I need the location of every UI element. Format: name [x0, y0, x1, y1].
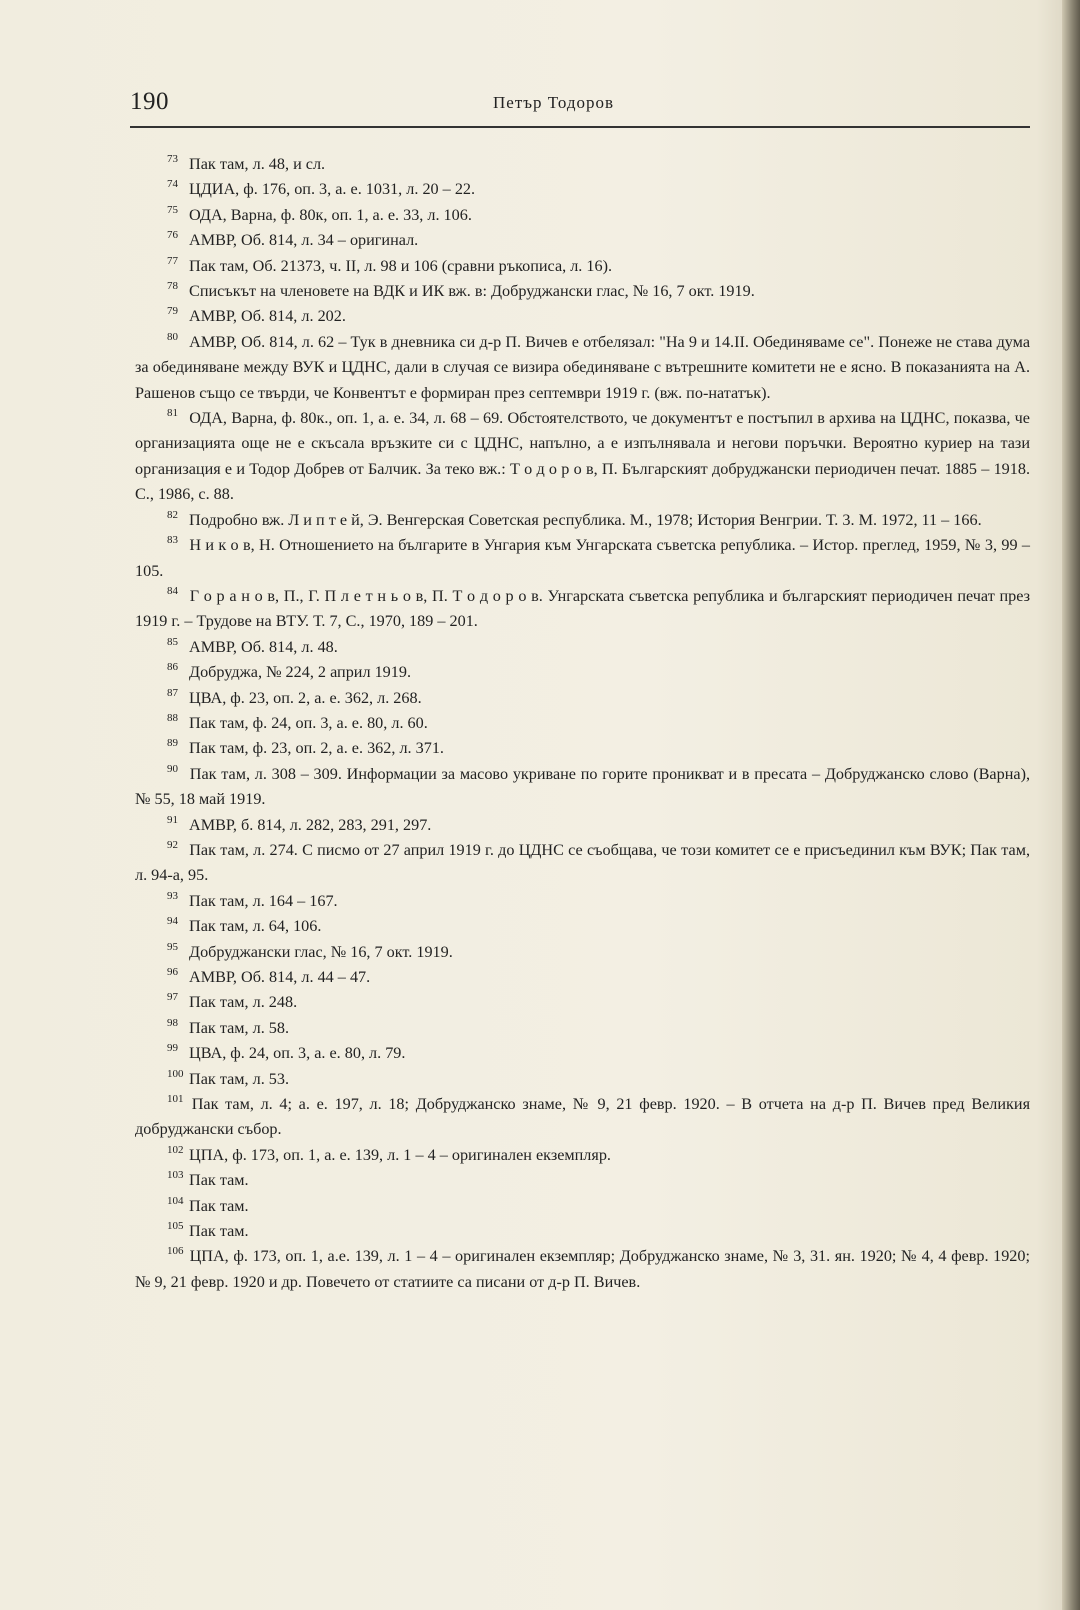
footnote: $^{101}$ Пак там, л. 4; а. е. 197, л. 18; Добруджанско знаме, № 9, 21 февр. 1920. – В отчета на д-р П. Вичев пред Великия добруджански събор.: [135, 1093, 1031, 1139]
footnote-text: Н и к о в, Н. Отношението на българите в Унгария към Унгарската съветска република. – Истор. преглед, 1959, № 3, 99 – 105.: [135, 536, 1031, 580]
footnote: $^{82}$ Подробно вж. Л и п т е й, Э. Венгерская Советская республика. М., 1978; История Венгрии. Т. 3. М. 1972, 11 – 166.: [167, 508, 982, 529]
footnote: $^{104}$ Пак там.: [167, 1194, 249, 1215]
footnote-text: Пак там.: [189, 1196, 249, 1215]
footnote: $^{97}$ Пак там, л. 248.: [167, 991, 298, 1012]
footnote-text: АМВР, Об. 814, л. 202.: [189, 307, 346, 326]
page-edge-shadow: [1062, 0, 1080, 1610]
footnote-text: Пак там, л. 308 – 309. Информации за масово укриване по горите проникват и в пресата – Добруджанско слово (Варна), № 55, 18 май 1919.: [135, 764, 1031, 809]
footnote-text: АМВР, б. 814, л. 282, 283, 291, 297.: [189, 815, 432, 834]
footnote-text: Списъкът на членовете на ВДК и ИК вж. в: Добруджански глас, № 16, 7 окт. 1919.: [189, 282, 755, 301]
footnote-text: ЦВА, ф. 23, оп. 2, а. е. 362, л. 268.: [189, 688, 422, 707]
footnote-text: ЦПА, ф. 173, оп. 1, а.е. 139, л. 1 – 4 – оригинален екземпляр; Добруджанско знаме, № 3, 31. ян. 1920; № 4, 4 февр. 1920; № 9, 21 февр. 1920 и др. Повечето от статиите са писани от д-р П. Вичев.: [135, 1247, 1030, 1291]
footnote: $^{99}$ ЦВА, ф. 24, оп. 3, а. е. 80, л. 79.: [167, 1042, 406, 1063]
footnote-text: Пак там, л. 274. С писмо от 27 април 1919 г. до ЦДНС се съобщава, че този комитет се е присъединил към ВУК; Пак там, л. 94-а, 95.: [135, 840, 1030, 885]
footnote-text: Пак там.: [189, 1171, 249, 1190]
footnote-text: Пак там, л. 48, и сл.: [189, 155, 326, 173]
footnote-text: Пак там, л. 53.: [189, 1069, 290, 1088]
footnote-text: Добруджа, № 224, 2 април 1919.: [189, 663, 412, 682]
footnote: $^{90}$ Пак там, л. 308 – 309. Информации за масово укриване по горите проникват и в пресата – Добруджанско слово (Варна), № 55, 18 май 1919.: [135, 762, 1031, 809]
footnote-text: ОДА, Варна, ф. 80к, оп. 1, а. е. 33, л. 106.: [189, 205, 472, 224]
footnote-text: ЦПА, ф. 173, оп. 1, а. е. 139, л. 1 – 4 – оригинален екземпляр.: [189, 1145, 611, 1164]
footnote: $^{76}$ АМВР, Об. 814, л. 34 – оригинал.: [167, 229, 419, 250]
footnote: $^{73}$ Пак там, л. 48, и сл.: [167, 153, 326, 173]
footnote-text: Пак там, л. 4; а. е. 197, л. 18; Добруджанско знаме, № 9, 21 февр. 1920. – В отчета на д-р П. Вичев пред Великия добруджански събор.: [135, 1095, 1031, 1139]
footnote: $^{85}$ АМВР, Об. 814, л. 48.: [167, 635, 338, 656]
footnote: $^{81}$ ОДА, Варна, ф. 80к., оп. 1, а. е. 34, л. 68 – 69. Обстоятелството, че документът е постъпил в архива на ЦДНС, показва, че организацията още не е скъсала връзките си с ЦДНС, напълно, а е изпълнявала и негови поръчки. Вероятно куриер на тази организация е и Тодор Добрев от Балчик. За теко вж.: Т о д о р о в, П. Българският добруджански периодичен печат. 1885 – 1918. С., 1986, с. 88.: [135, 407, 1030, 504]
footnote: $^{100}$ Пак там, л. 53.: [167, 1067, 290, 1088]
footnote-text: Добруджански глас, № 16, 7 окт. 1919.: [189, 942, 453, 961]
footnote-text: Пак там, ф. 23, оп. 2, а. е. 362, л. 371.: [189, 739, 444, 758]
footnote: $^{86}$ Добруджа, № 224, 2 април 1919.: [167, 661, 412, 682]
footnote: $^{79}$ АМВР, Об. 814, л. 202.: [167, 305, 346, 326]
header-rule: [130, 126, 1030, 128]
footnote: $^{87}$ ЦВА, ф. 23, оп. 2, а. е. 362, л. 268.: [167, 686, 422, 707]
footnote: $^{77}$ Пак там, Об. 21373, ч. II, л. 98 и 106 (сравни ръкописа, л. 16).: [167, 254, 613, 275]
footnote-text: Пак там, л. 58.: [189, 1018, 290, 1037]
footnote-text: Пак там, ф. 24, оп. 3, а. е. 80, л. 60.: [189, 713, 428, 732]
footnote: $^{98}$ Пак там, л. 58.: [167, 1016, 290, 1037]
footnote: $^{80}$ АМВР, Об. 814, л. 62 – Тук в дневника си д-р П. Вичев е отбелязал: "На 9 и 14.II. Обединяваме се". Понеже не става дума за обединяване между ВУК и ЦДНС, дали в случая се визира обединяване с вътрешните комитети не е ясно. В показанията на А. Рашенов също се твърди, че Конвентът е формиран през септември 1919 г. (вж. по-нататък).: [135, 330, 1030, 402]
footnote-text: Пак там, л. 64, 106.: [189, 917, 322, 936]
footnote: $^{103}$ Пак там.: [167, 1169, 249, 1190]
footnote: $^{84}$ Г о р а н о в, П., Г. П л е т н ь о в, П. Т о д о р о в. Унгарската съветска република и българският периодичен печат през 1919 г. – Трудове на ВТУ. Т. 7, С., 1970, 189 – 201.: [135, 584, 1030, 631]
footnote-text: Пак там.: [189, 1222, 249, 1241]
footnote-text: Пак там, л. 248.: [189, 993, 298, 1012]
footnote: $^{75}$ ОДА, Варна, ф. 80к, оп. 1, а. е. 33, л. 106.: [167, 203, 472, 224]
page-number: 190: [130, 88, 169, 115]
running-head: Петър Тодоров: [493, 93, 615, 112]
footnote: $^{83}$ Н и к о в, Н. Отношението на българите в Унгария към Унгарската съветска република. – Истор. преглед, 1959, № 3, 99 – 105.: [135, 534, 1031, 580]
footnote: $^{94}$ Пак там, л. 64, 106.: [167, 915, 322, 936]
footnote-text: Г о р а н о в, П., Г. П л е т н ь о в, П. Т о д о р о в. Унгарската съветска република и българският периодичен печат през 1919 г. – Трудове на ВТУ. Т. 7, С., 1970, 189 – 201.: [135, 586, 1030, 631]
footnote: $^{89}$ Пак там, ф. 23, оп. 2, а. е. 362, л. 371.: [167, 737, 444, 758]
footnote-text: АМВР, Об. 814, л. 44 – 47.: [189, 968, 371, 986]
footnote: $^{91}$ АМВР, б. 814, л. 282, 283, 291, 297.: [167, 813, 432, 834]
footnote: $^{106}$ ЦПА, ф. 173, оп. 1, а.е. 139, л. 1 – 4 – оригинален екземпляр; Добруджанско знаме, № 3, 31. ян. 1920; № 4, 4 февр. 1920; № 9, 21 февр. 1920 и др. Повечето от статиите са писани от д-р П. Вичев.: [135, 1245, 1030, 1291]
footnote-text: АМВР, Об. 814, л. 34 – оригинал.: [189, 231, 419, 250]
footnote-text: ЦВА, ф. 24, оп. 3, а. е. 80, л. 79.: [189, 1044, 406, 1063]
footnote-text: Пак там, Об. 21373, ч. II, л. 98 и 106 (сравни ръкописа, л. 16).: [189, 256, 613, 275]
footnote: $^{93}$ Пак там, л. 164 – 167.: [167, 889, 338, 910]
footnote-text: Пак там, л. 164 – 167.: [189, 891, 338, 910]
footnotes-list: [135, 152, 1030, 1295]
footnote: $^{95}$ Добруджански глас, № 16, 7 окт. 1919.: [167, 940, 453, 961]
footnote: $^{102}$ ЦПА, ф. 173, оп. 1, а. е. 139, л. 1 – 4 – оригинален екземпляр.: [167, 1143, 611, 1164]
page-header: [130, 88, 1030, 128]
footnote: $^{74}$ ЦДИА, ф. 176, оп. 3, а. е. 1031, л. 20 – 22.: [167, 178, 476, 199]
footnote-text: ЦДИА, ф. 176, оп. 3, а. е. 1031, л. 20 – 22.: [189, 180, 476, 199]
footnote-text: АМВР, Об. 814, л. 48.: [189, 637, 338, 656]
footnote-text: ОДА, Варна, ф. 80к., оп. 1, а. е. 34, л. 68 – 69. Обстоятелството, че документът е постъпил в архива на ЦДНС, показва, че организацията още не е скъсала връзките си с ЦДНС, напълно, а е изпълнявала и негови поръчки. Вероятно куриер на тази организация е и Тодор Добрев от Балчик. За теко вж.: Т о д о р о в, П. Българският добруджански периодичен печат. 1885 – 1918. С., 1986, с. 88.: [135, 409, 1030, 504]
footnote: $^{92}$ Пак там, л. 274. С писмо от 27 април 1919 г. до ЦДНС се съобщава, че този комитет се е присъединил към ВУК; Пак там, л. 94-а, 95.: [135, 838, 1030, 885]
footnote-text: АМВР, Об. 814, л. 62 – Тук в дневника си д-р П. Вичев е отбелязал: "На 9 и 14.II. Обединяваме се". Понеже не става дума за обединяване между ВУК и ЦДНС, дали в случая се визира обединяване с вътрешните комитети не е ясно. В показанията на А. Рашенов също се твърди, че Конвентът е формиран през септември 1919 г. (вж. по-нататък).: [135, 332, 1030, 402]
footnote: $^{96}$ АМВР, Об. 814, л. 44 – 47.: [167, 966, 371, 986]
footnote: $^{105}$ Пак там.: [167, 1220, 249, 1241]
footnote: $^{88}$ Пак там, ф. 24, оп. 3, а. е. 80, л. 60.: [167, 711, 428, 732]
footnote-text: Подробно вж. Л и п т е й, Э. Венгерская Советская республика. М., 1978; История Венгрии. Т. 3. М. 1972, 11 – 166.: [189, 510, 982, 529]
footnote: $^{78}$ Списъкът на членовете на ВДК и ИК вж. в: Добруджански глас, № 16, 7 окт. 1919.: [167, 280, 755, 301]
